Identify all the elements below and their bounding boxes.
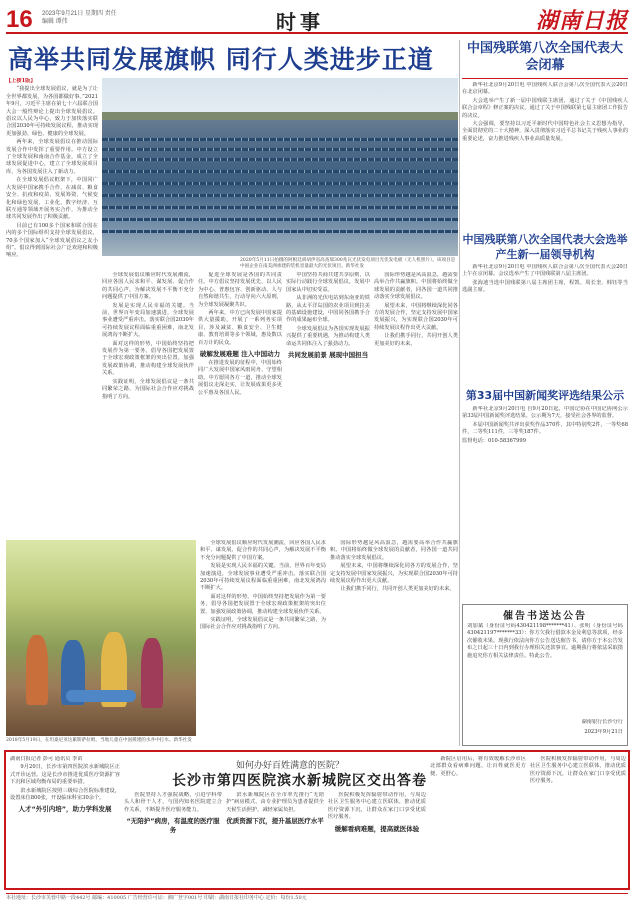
masthead	[6, 4, 628, 34]
issue-info: 2023年9月21日 星期四 责任编辑 谭伟	[42, 11, 117, 25]
feature-col-6	[530, 756, 626, 886]
feature-byline: 湖南日报记者 彭可 通讯员 李苗	[10, 756, 83, 762]
paragraph: 中国坚持共商共建共享原则，以实际行动践行全球发展倡议，发展中国家从中切实受益。	[286, 272, 370, 293]
paragraph: 全球发展倡议顺应时代发展潮流，回应各国人民求和平、谋发展、促合作的共同心声，为解决发展不平衡不充分问题提供了中国方案。	[200, 540, 326, 561]
paragraph: 滨水新城院区按照三级综合医院标准建设，设置床位800张，开设临床科室30余个。	[10, 787, 120, 802]
story1-rule	[462, 78, 628, 79]
paragraph: 发展是实现人民幸福的关键。当前，世界百年变局加速演进，全球发展事业遭受严重冲击。落实联合国2030年可持续发展议程面临重重困难，南北发展鸿沟不断扩大。	[200, 563, 326, 592]
col5-paras	[374, 272, 458, 348]
story2-title: 中国残联第八次全国代表大会选举产生新一届领导机构	[462, 233, 628, 261]
paragraph: 两年来，中方已向发展中国家提供大量援助，开展了一系列务实项目，涉及减贫、粮食安全、卫生健康、教育培训等多个领域，惠及数以百万计的民众。	[198, 310, 282, 346]
paragraph: 面对这样的形势，中国始终坚持把发展作为第一要务，倡导各国把发展置于全球宏观政策框架的突出位置，加强发展政策协调，推动构建全球发展伙伴关系。	[102, 340, 194, 377]
story1-body	[462, 82, 628, 230]
paragraph: 医院积极发挥辐射带动作用，与周边社区卫生服务中心建立医联体，推动优质医疗资源下沉，让群众在家门口享受优质医疗服务。	[530, 756, 626, 785]
main-column-4	[286, 272, 370, 538]
paragraph: 滨水新城院区在全市率先推行“无陪护”病房模式，由专业护理员为患者提供全天候生活照护，减轻家属负担。	[226, 792, 324, 813]
feature-col2-paras	[124, 792, 222, 814]
paragraph: 让我们携手同行，共同开创人类更加美好的未来。	[374, 333, 458, 347]
feature-col5-paras	[430, 756, 526, 778]
paragraph: 9月20日，长沙市第四医院滨水新城院区正式开诊运营。这是长沙市推进优质医疗资源扩容下沉和区域均衡布局的重要举措。	[10, 764, 120, 786]
main-column-2	[102, 272, 194, 538]
main-column-5	[374, 272, 458, 538]
paragraph: 两年来，全球发展倡议在推动国际发展合作中发挥了重要作用。中方设立了全球发展和南南合作基金，成立了全球发展促进中心，建立了全球发展项目库，为各国发展注入了新动力。	[6, 139, 98, 175]
feature-subhead-1: 人才“外引内培”，助力学科发展	[18, 805, 112, 814]
section-title: 时事	[276, 10, 324, 34]
main-column-3	[198, 272, 282, 538]
feature-col6-paras	[530, 756, 626, 786]
main-column-1	[6, 78, 98, 538]
main-headline: 高举共同发展旗帜 同行人类进步正道	[8, 45, 434, 74]
feature-kicker: 如何办好百姓满意的医院？	[236, 761, 345, 771]
cont2-paras	[330, 540, 458, 594]
byline-tag: 【上接1版】	[6, 78, 36, 84]
solar-farm-photo	[102, 78, 458, 256]
main-continuation-2	[330, 540, 458, 740]
paragraph: 发展是实现人民幸福的关键。当前，世界百年变局加速演进，全球发展事业遭受严重冲击。落实联合国2030年可持续发展议程面临重重困难，南北发展鸿沟不断扩大。	[102, 302, 194, 339]
notice-date: 2023年9月21日	[584, 729, 623, 735]
page-footer: 本社地址：长沙市芙蓉中路一段442号 邮编：410005 广告经营许可证：湘广登字001号 印刷：湖南日报社印务中心 定价：每份1.50元	[6, 893, 628, 902]
column-divider	[459, 40, 460, 746]
paragraph: 本届中国新闻奖共评出获奖作品370件，其中特别奖2件，一等奖68件，二等奖111件，三等奖187件。	[462, 421, 628, 436]
feature-subhead-3: 优质资源下沉，提升基层医疗水平	[226, 817, 324, 826]
col1-paras	[6, 86, 98, 259]
story3-body	[462, 406, 628, 596]
paragraph: “我提出全球发展倡议，就是为了让全世界都发展，为各国都做好事。”2021年9月，习近平主席在第七十六届联合国大会一般性辩论上提出全球发展倡议。倡议以人民为中心，致力于加快落实联合国2030年可持续发展议程，推动实现更加强劲、绿色、健康的全球发展。	[6, 86, 98, 137]
paragraph: 促进全球发展是各国的共同责任。中方倡议坚持发展优先、以人民为中心、普惠包容、创新驱动、人与自然和谐共生、行动导向六大原则，为全球发展凝聚共识。	[198, 272, 282, 308]
paragraph: 展望未来，中国将继续深化同各方的发展合作，坚定支持发展中国家发展振兴，为实现联合国2030年可持续发展议程作出更大贡献。	[330, 563, 458, 585]
paragraph: 大会选举产生了新一届中国残联主席团，通过了关于《中国残疾人联合会章程》修正案的决议，通过了关于中国残联第七届主席团工作报告的决议。	[462, 97, 628, 119]
feature-col-1	[10, 756, 120, 886]
notice-box	[462, 604, 628, 746]
story3-title: 第33届中国新闻奖评选结果公示	[465, 389, 625, 402]
paragraph: 从非洲的光伏电站到东南亚的铁路，从太平洋岛国的农业项目到拉美的基础设施建设，中国同各国携手合作的成果遍布全球。	[286, 295, 370, 324]
story1-paras	[462, 82, 628, 143]
col4-paras	[286, 272, 370, 348]
solar-photo-caption: 2020年5月11日拍摄的阿根廷胡胡伊省高查瑞300兆瓦光伏发电项目光伏发电板（无人机照片）。该项目是中国企业在南美洲承建的装机容量最大的光伏项目。新华社发	[240, 258, 456, 269]
paragraph: 国际形势越是风高浪急，越需要高举合作共赢旗帜。中国将始终做全球发展的贡献者，同各国一道共同推动落实全球发展倡议。	[330, 540, 458, 561]
feature-col1-paras	[10, 764, 120, 802]
subhead-1: 破解发展难题 注入中国动力	[199, 350, 281, 359]
col3-paras	[198, 272, 282, 347]
paragraph: 全球发展倡议为各国实现发展振兴提供了重要机遇，为推动构建人类命运共同体注入了强劲动力。	[286, 325, 370, 347]
feature-col3-paras	[226, 792, 324, 814]
paragraph: 在全球发展倡议框架下，中国同广大发展中国家携手合作，在减贫、粮食安全、抗疫和疫苗、发展筹资、气候变化和绿色发展、工业化、数字经济、互联互通等领域开展务实合作，为推动全球共同发展作出了积极贡献。	[6, 177, 98, 221]
well-photo-caption: 2018年5月19日，在坦桑尼亚达累斯萨拉姆，当地儿童在中国援建的水井中打水。新华社发	[6, 738, 192, 743]
contact-line: 监督电话：010-58367999	[462, 437, 526, 444]
paragraph: 目前已有100多个国家和联合国在内的多个国际组织支持全球发展倡议，70多个国家加入“全球发展倡议之友小组”。倡议得到国际社会广泛欢迎和积极响应。	[6, 222, 98, 259]
paragraph: 全球发展倡议顺应时代发展潮流，回应各国人民求和平、谋发展、促合作的共同心声，为解决发展不平衡不充分问题提供了中国方案。	[102, 272, 194, 301]
story1-title: 中国残联第八次全国代表大会闭幕	[466, 41, 623, 73]
paragraph: 张海迪当选中国残联第八届主席团主席，程凯、周长奎、韩钰等当选副主席。	[462, 279, 628, 294]
paper-logo: 湖南日报	[535, 8, 628, 34]
paragraph: 让我们携手同行，共同开创人类更加美好的未来。	[340, 586, 455, 593]
notice-body: 刘加斌（身份证号码430421198*******41）、张明（身份证号码430421197*******33）：你方欠我行借款本金及利息等款项，经多次催收未果。现我行依法向你方公告送达催告书，请你方于本公告发布之日起三十日内到我行办理相关还款事宜。逾期我行将依法采取措施追究你方相关法律责任。特此公告。	[467, 623, 623, 659]
paragraph: 面对这样的形势，中国始终坚持把发展作为第一要务，倡导各国把发展置于全球宏观政策框架的突出位置，加强发展政策协调，推动构建全球发展伙伴关系。	[200, 593, 326, 615]
feature-col-2	[124, 792, 222, 886]
feature-box	[4, 750, 630, 890]
paragraph: 展望未来，中国将继续深化同各方的发展合作，坚定支持发展中国家发展振兴，为实现联合国2030年可持续发展议程作出更大贡献。	[374, 302, 458, 331]
subhead-2: 共同发展前景 展现中国担当	[287, 351, 369, 360]
paragraph: 新院区启用后，将有效缓解长沙市区北部群众看病难问题，让百姓就医更方便、更舒心。	[430, 756, 526, 777]
paragraph: 新华社北京9月20日电 中国残疾人联合会第八次全国代表大会20日在北京闭幕。	[462, 82, 628, 96]
story2-body	[462, 264, 628, 354]
feature-col-3	[226, 792, 324, 886]
paragraph: 新华社北京9月20日电 中国残疾人联合会第八次全国代表大会20日上午在京闭幕。会议选举产生了中国残联第八届主席团。	[462, 264, 628, 278]
paragraph: 实践证明，全球发展倡议是一条共同繁荣之路，为国际社会合作应对挑战指明了方向。	[200, 617, 326, 631]
main-continuation-1	[200, 540, 326, 740]
feature-col-5	[430, 756, 526, 886]
feature-col4-paras	[328, 792, 426, 822]
cont1-paras	[200, 540, 326, 632]
paragraph: 大会强调，要坚持以习近平新时代中国特色社会主义思想为指导，全面贯彻党的二十大精神，深入贯彻落实习近平总书记关于残疾人事业的重要论述，奋力推进残疾人事业高质量发展。	[462, 121, 628, 142]
paragraph: 实践证明，全球发展倡议是一条共同繁荣之路，为国际社会合作应对挑战指明了方向。	[102, 378, 194, 400]
paragraph: 在推进发展的征程中，中国始终同广大发展中国家风雨同舟、守望相助。中方愿同各方一道，推动全球发展倡议走深走实，让发展成果更多更公平惠及各国人民。	[198, 360, 282, 396]
feature-title: 长沙市第四医院滨水新城院区交出答卷	[172, 773, 427, 789]
water-well-photo	[6, 540, 196, 736]
story2-paras	[462, 264, 628, 295]
paragraph: 医院坚持人才强院战略，引进学科带头人和骨干人才，与国内知名医院建立合作关系，不断提升医疗服务能力。	[124, 792, 222, 813]
feature-col-4	[328, 792, 426, 886]
feature-subhead-2: “无陪护”病房，有温度的医疗服务	[126, 817, 220, 835]
story3-paras	[462, 406, 628, 437]
paragraph: 医院积极发挥辐射带动作用，与周边社区卫生服务中心建立医联体，推动优质医疗资源下沉，让群众在家门口享受优质医疗服务。	[328, 792, 426, 821]
paragraph: 新华社北京9月20日电 自9月20日起，中国记协在中国记协网公示第33届中国新闻奖评选结果。公示期为7天，接受社会各界的监督。	[462, 406, 628, 420]
notice-signer: 湖南银行长沙分行	[581, 719, 623, 725]
paragraph: 国际形势越是风高浪急，越需要高举合作共赢旗帜。中国将始终做全球发展的贡献者，同各国一道共同推动落实全球发展倡议。	[374, 272, 458, 301]
notice-title: 催告书送达公告	[503, 611, 587, 622]
col2-paras	[102, 272, 194, 401]
feature-subhead-4: 缓解看病难题，提高就医体验	[334, 824, 420, 833]
page-number: 16	[6, 6, 33, 33]
col3b-paras	[198, 360, 282, 397]
